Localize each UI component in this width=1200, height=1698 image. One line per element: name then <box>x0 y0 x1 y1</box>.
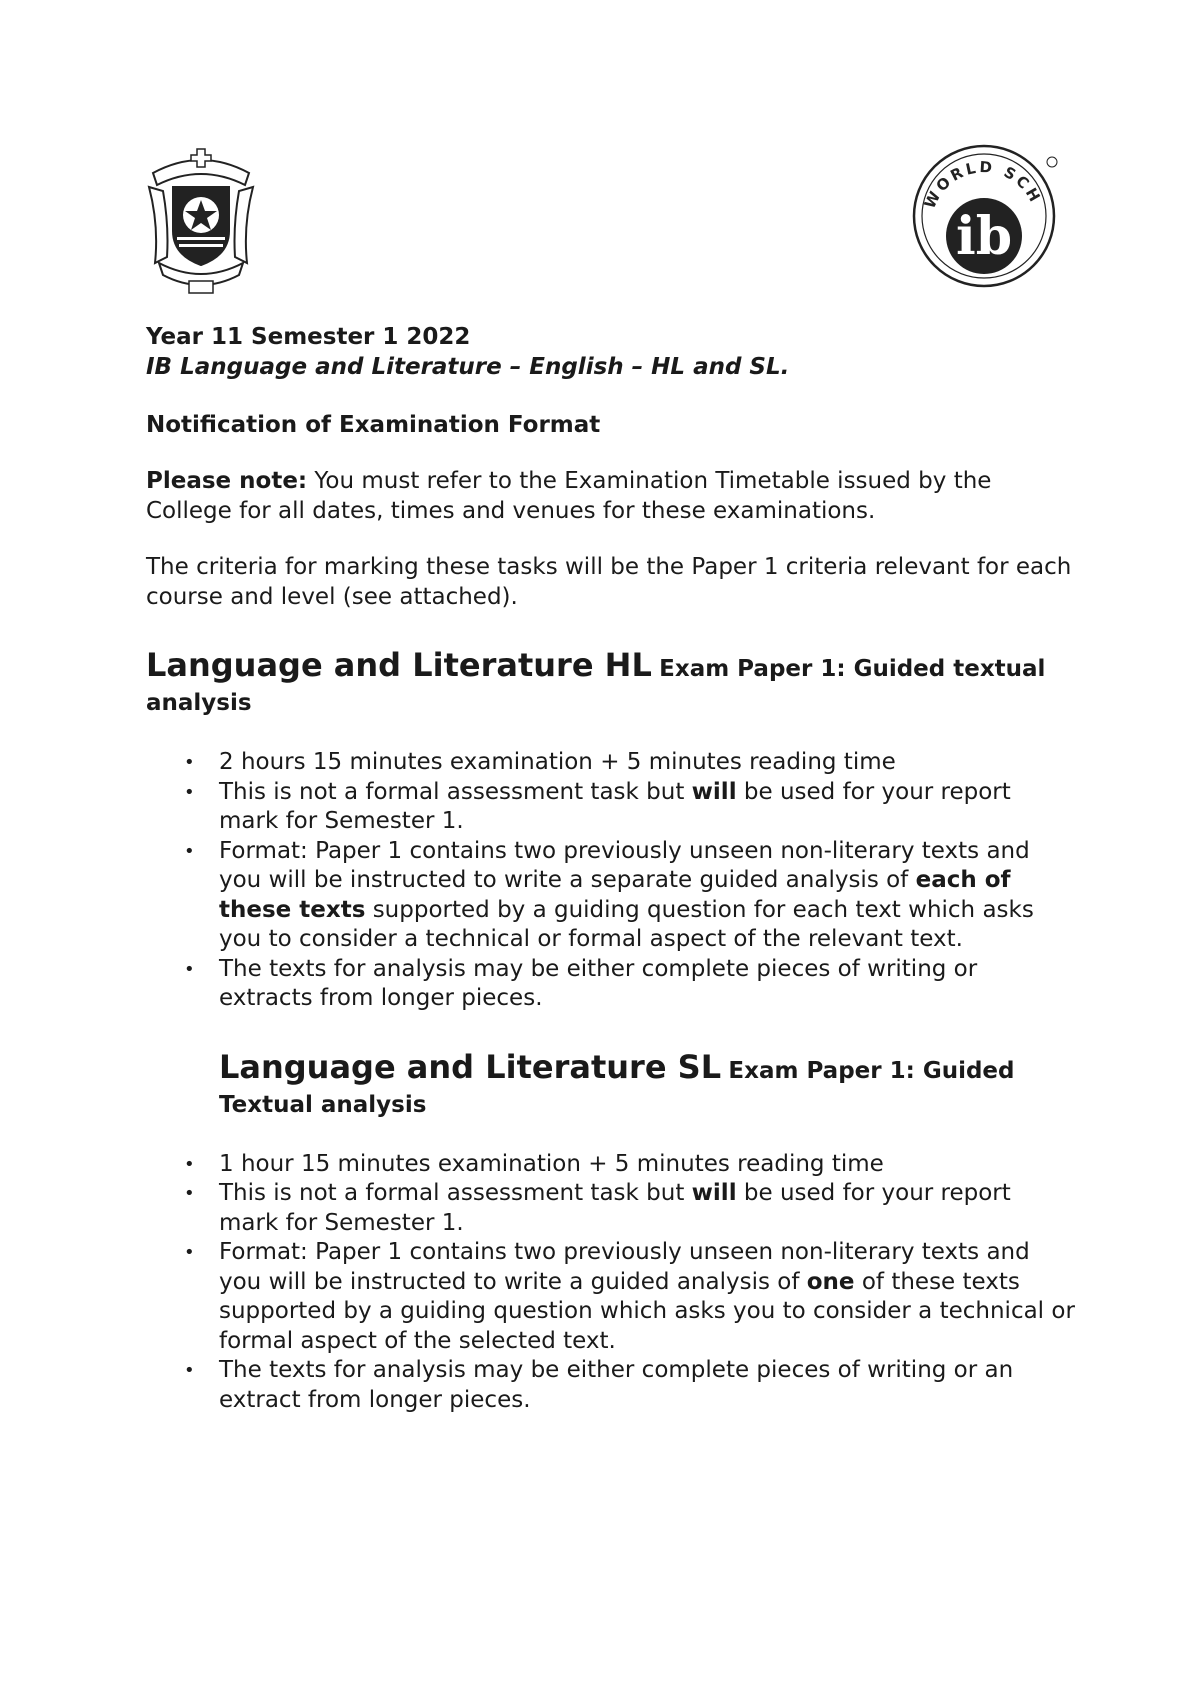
bullet-icon: • <box>184 1153 195 1175</box>
list-item: • This is not a formal assessment task but will be used for your report mark for Semester 1. <box>184 1180 1011 1236</box>
bullet-icon: • <box>184 1183 195 1204</box>
list-item: • 1 hour 15 minutes examination + 5 minutes reading time <box>146 1150 1076 1180</box>
notification-heading: Notification of Examination Format <box>146 412 601 438</box>
bullet-icon: • <box>184 1242 195 1263</box>
document-subtitle: IB Language and Literature – English – HL and SL. <box>146 354 790 380</box>
hl-title-small: Exam Paper 1: Guided textual analysis <box>146 656 1046 716</box>
please-note-label: Please note: <box>146 468 308 494</box>
please-note-paragraph <box>146 466 1076 526</box>
sl-section-title <box>219 1047 1076 1122</box>
list-item: • The texts for analysis may be either complete pieces of writing or an extract from longer pieces. <box>184 1357 1014 1413</box>
document-body <box>146 322 1076 1415</box>
hl-title-big: Language and Literature HL <box>146 646 652 684</box>
list-item: • Format: Paper 1 contains two previously unseen non-literary texts and you will be instructed to write a guided analysis of one of these texts supported by a guiding question which asks you to consider a technical or formal aspect of the selected text. <box>184 1239 1075 1354</box>
bullet-icon: • <box>184 840 195 862</box>
sl-title-small: Exam Paper 1: Guided Textual analysis <box>219 1057 1015 1118</box>
list-item: • This is not a formal assessment task but will be used for your report mark for Semester 1. <box>184 778 1011 834</box>
sl-title-big: Language and Literature SL <box>219 1047 722 1086</box>
hl-section-title <box>146 648 1076 720</box>
school-crest-icon <box>145 145 257 295</box>
list-item: • The texts for analysis may be either complete pieces of writing or extracts from longer pieces. <box>184 955 978 1011</box>
bullet-icon: • <box>184 781 195 803</box>
document-title: Year 11 Semester 1 2022 <box>146 324 471 350</box>
hl-bullet-list <box>146 748 1076 1014</box>
please-note-text: You must refer to the Examination Timetable issued by the College for all dates, times and venues for these examinations. <box>146 468 992 524</box>
list-item: • Format: Paper 1 contains two previously unseen non-literary texts and you will be instructed to write a separate guided analysis of each of these texts supported by a guiding question for each text which asks you to consider a technical or formal aspect of the relevant text. <box>184 837 1034 952</box>
sl-bullet-list <box>146 1150 1076 1416</box>
criteria-paragraph: The criteria for marking these tasks will be the Paper 1 criteria relevant for each course and level (see attached). <box>146 554 1072 610</box>
svg-text:ib: ib <box>955 206 1013 267</box>
bullet-icon: • <box>184 1360 195 1381</box>
svg-text:WORLD SCHOOL: WORLD SCH <box>920 157 1046 212</box>
bullet-icon: • <box>184 752 195 773</box>
bullet-icon: • <box>184 958 195 980</box>
list-item: • 2 hours 15 minutes examination + 5 minutes reading time <box>146 748 1076 778</box>
ib-world-school-icon <box>912 140 1064 292</box>
